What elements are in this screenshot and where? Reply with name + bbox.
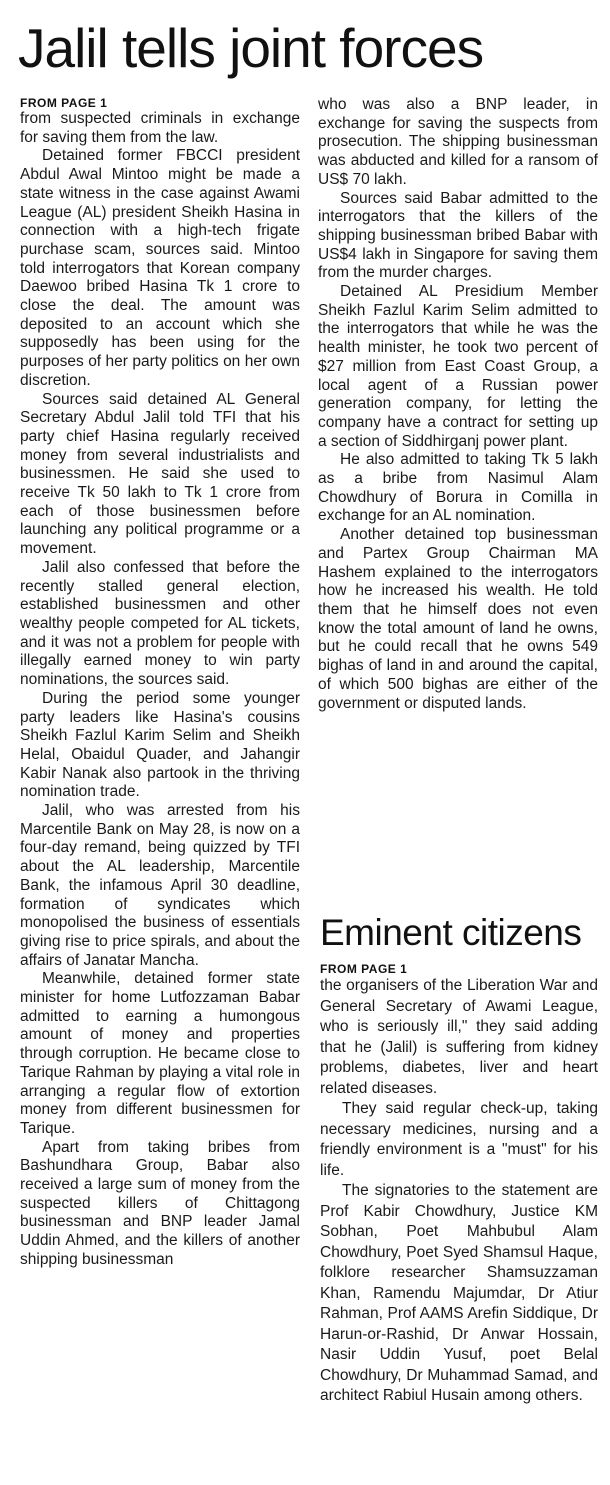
paragraph: Detained AL Presidium Member Sheikh Fazlul Karim Selim admitted to the interrogators that while he was the health minister, he took two percent of $27 million from East Coast Group, a local agent of a Russian power generation company, for letting the company have a contract for setting up a section of Siddhirganj power plant. xyxy=(318,283,598,450)
headline-eminent-citizens: Eminent citizens xyxy=(320,912,582,953)
kicker-from-page-1: FROM PAGE 1 xyxy=(320,962,408,976)
paragraph: Jalil, who was arrested from his Marcentile Bank on May 28, is now on a four-day remand, being quizzed by TFI about the AL leadership, Marcentile Bank, the infamous April 30 deadline, formation of syndicates which monopolised the business of essentials giving rise to price spirals, and about the affairs of Janatar Mancha. xyxy=(20,802,300,969)
paragraph: Apart from taking bribes from Bashundhara Group, Babar also received a large sum of money from the suspected killers of Chittagong businessman and BNP leader Jamal Uddin Ahmed, and the killers of another shipping businessman xyxy=(20,1138,300,1268)
paragraph: who was also a BNP leader, in exchange for saving the suspects from prosecution. The shipping businessman was abducted and killed for a ransom of US$ 70 lakh. xyxy=(318,96,598,188)
paragraph: from suspected criminals in exchange for saving them from the law. xyxy=(20,110,300,146)
story1-column-right xyxy=(318,96,598,713)
paragraph: Sources said Babar admitted to the interrogators that the killers of the shipping businessman bribed Babar with US$4 lakh in Singapore for saving them from the murder charges. xyxy=(318,189,598,282)
paragraph: the organisers of the Liberation War and General Secretary of Awami League, who is seriously ill," they said adding that he (Jalil) is suffering from kidney problems, diabetes, liver and heart related diseases. xyxy=(320,977,598,1097)
paragraph: The signatories to the statement are Prof Kabir Chowdhury, Justice KM Sobhan, Poet Mahbubul Alam Chowdhury, Poet Syed Shamsul Haque, folklore researcher Shamsuzzaman Khan, Ramendu Majumdar, Dr Atiur Rahman, Prof AAMS Arefin Siddique, Dr Harun-or-Rashid, Dr Anwar Hossain, Nasir Uddin Yusuf, poet Belal Chowdhury, Dr Muhammad Samad, and architect Rabiul Husain among others. xyxy=(320,1182,598,1404)
paragraph: Meanwhile, detained former state minister for home Lutfozzaman Babar admitted to earning a humongous amount of money and properties through corruption. He became close to Tarique Rahman by playing a vital role in arranging a regular flow of extortion money from different businessmen for Tarique. xyxy=(20,970,300,1137)
paragraph: Another detained top businessman and Partex Group Chairman MA Hashem explained to the interrogators how he increased his wealth. He told them that he himself does not even know the total amount of land he owns, but he could recall that he owns 549 bighas of land in and around the capital, of which 500 bighas are either of the government or disputed lands. xyxy=(318,526,598,712)
paragraph: Detained former FBCCI president Abdul Awal Mintoo might be made a state witness in the case against Awami League (AL) president Sheikh Hasina in connection with a high-tech frigate purchase scam, sources said. Mintoo told interrogators that Korean company Daewoo bribed Hasina Tk 1 crore to close the deal. The amount was deposited to an account which she supposedly has been using for the purposes of her party politics on her own discretion. xyxy=(20,147,300,389)
paragraph: They said regular check-up, taking necessary medicines, nursing and a friendly environment is a "must" for his life. xyxy=(320,1100,598,1179)
paragraph: He also admitted to taking Tk 5 lakh as a bribe from Nasimul Alam Chowdhury of Borura in Comilla in exchange for an AL nomination. xyxy=(318,451,598,525)
paragraph: Sources said detained AL General Secretary Abdul Jalil told TFI that his party chief Hasina regularly received money from several industrialists and businessmen. He said she used to receive Tk 50 lakh to Tk 1 crore from each of those businessmen before launching any political programme or a movement. xyxy=(20,390,300,558)
story2-column xyxy=(320,962,598,1407)
headline-jalil: Jalil tells joint forces xyxy=(18,17,484,79)
kicker-from-page-1: FROM PAGE 1 xyxy=(20,96,108,110)
paragraph: Jalil also confessed that before the recently stalled general election, established businessmen and other wealthy people competed for AL tickets, and it was not a problem for people with illegally earned money to win party nominations, the sources said. xyxy=(20,558,300,689)
story1-column-left xyxy=(20,96,300,1270)
paragraph: During the period some younger party leaders like Hasina's cousins Sheikh Fazlul Karim Selim and Sheikh Helal, Obaidul Quader, and Jahangir Kabir Nanak also partook in the thriving nomination trade. xyxy=(20,689,300,801)
